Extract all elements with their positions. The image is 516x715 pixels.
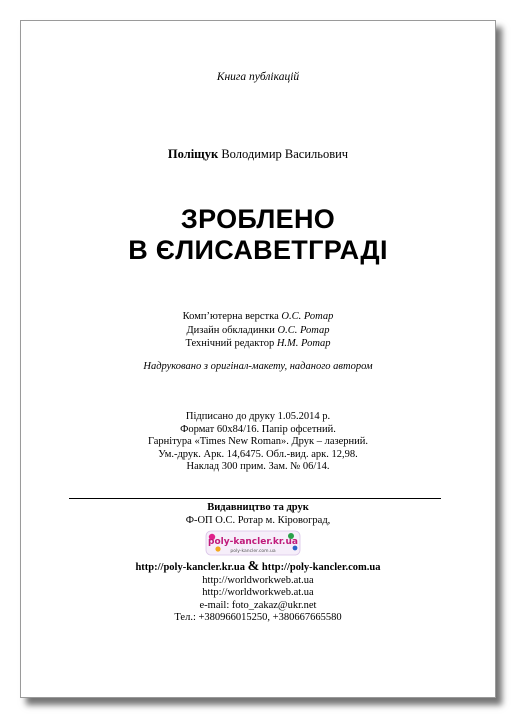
divider-rule: [69, 498, 441, 499]
credits-block: [21, 310, 495, 351]
contacts-block: [21, 561, 495, 625]
credit-role: Комп’ютерна верстка: [182, 311, 279, 322]
publisher-name: Ф-ОП О.С. Ротар м. Кіровоград,: [185, 514, 331, 526]
document-page: [20, 20, 496, 698]
credit-role: Технічний редактор: [185, 338, 275, 349]
site-link-com[interactable]: http://poly-kancler.com.ua: [261, 562, 381, 573]
credit-line: [21, 337, 495, 351]
imprint-line: Гарнітура «Times New Roman». Друк – лазерний.: [147, 436, 369, 447]
web-link-2[interactable]: http://worldworkweb.at.ua: [202, 587, 314, 598]
ampersand: &: [247, 559, 260, 574]
book-title: [21, 204, 495, 266]
svg-text:poly-kancler.com.ua: poly-kancler.com.ua: [230, 549, 276, 554]
publisher-heading: Видавництво та друк: [207, 502, 309, 513]
credit-name: О.С. Ротар: [281, 311, 334, 322]
credit-name: Н.М. Ротар: [276, 338, 331, 349]
title-line-1: ЗРОБЛЕНО: [180, 204, 336, 234]
author-name: [21, 147, 495, 162]
svg-text:poly-kancler.kr.ua: poly-kancler.kr.ua: [208, 537, 298, 547]
email-line[interactable]: e-mail: foto_zakaz@ukr.net: [199, 599, 317, 611]
poly-kancler-logo: [205, 530, 301, 556]
site-link-kr[interactable]: http://poly-kancler.kr.ua: [135, 562, 245, 573]
author-given-name: Володимир Васильович: [221, 147, 349, 161]
series-label: Книга публікацій: [216, 71, 300, 83]
imprint-line: Наклад 300 прим. Зам. № 06/14.: [186, 461, 330, 472]
publisher-block: [21, 502, 495, 527]
title-line-2: В ЄЛИСАВЕТГРАДІ: [128, 235, 388, 265]
author-surname: Поліщук: [167, 147, 219, 161]
web-link-1[interactable]: http://worldworkweb.at.ua: [202, 574, 314, 586]
imprint-line: Формат 60х84/16. Папір офсетний.: [180, 423, 336, 435]
imprint-line: Підписано до друку 1.05.2014 р.: [185, 411, 331, 422]
credit-name: О.С. Ротар: [277, 324, 330, 336]
phones-line: Тел.: +380966015250, +380667665580: [174, 612, 342, 623]
sites-line: [21, 561, 495, 575]
credit-line: [21, 324, 495, 338]
credit-role: Дизайн обкладинки: [186, 324, 275, 336]
imprint-line: Ум.-друк. Арк. 14,6475. Обл.-вид. арк. 12,98.: [158, 448, 358, 460]
credit-line: [21, 310, 495, 324]
printed-note: Надруковано з оригінал-макету, наданого автором: [143, 361, 373, 372]
imprint-block: [21, 411, 495, 474]
